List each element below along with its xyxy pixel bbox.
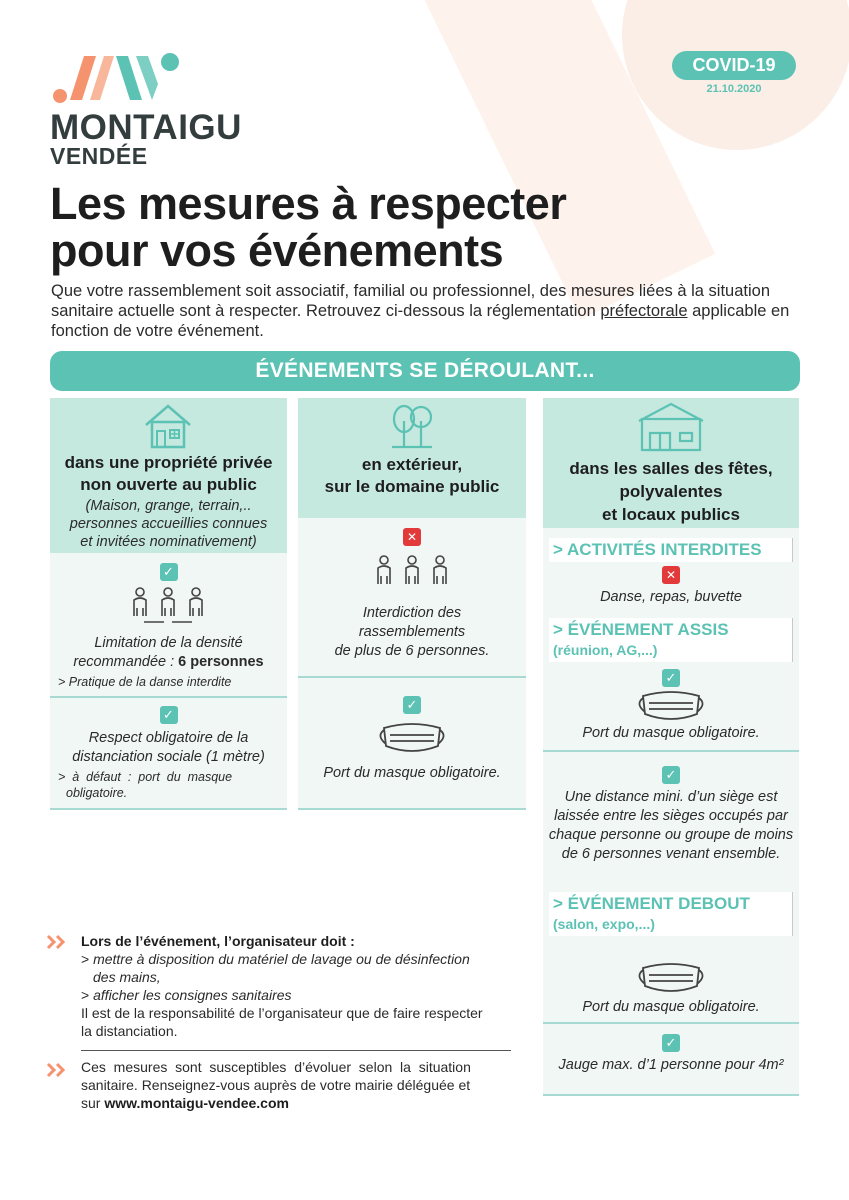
separator: [298, 676, 526, 678]
organizer-bullet-1: > mettre à disposition du matériel de lavage ou de désinfection: [81, 951, 470, 967]
column-2-title-1: en extérieur,: [361, 455, 463, 474]
forbidden-activities-text: Danse, repas, buvette: [600, 589, 742, 605]
logo-mark-icon: [52, 50, 182, 105]
seated-event-sub: (réunion, AG,...): [553, 642, 658, 658]
column-1-title-2: non ouverte au public: [80, 475, 257, 494]
distancing-line-2: distanciation sociale (1 mètre): [72, 749, 265, 765]
chevron-right-icon: [46, 934, 70, 950]
density-line-2: recommandée : 6 personnes: [73, 654, 264, 670]
column-3-header: [543, 398, 799, 528]
seated-mask-text: Port du masque obligatoire.: [582, 725, 760, 741]
evolution-note: [81, 1058, 511, 1112]
column-private-property: [50, 398, 287, 810]
check-icon: ✓: [50, 563, 287, 581]
evolution-line-3: sur www.montaigu-vendee.com: [81, 1095, 289, 1111]
organizer-responsibility-1: Il est de la responsabilité de l’organisateur que de faire respecter: [81, 1005, 483, 1021]
column-1-subtitle-1: (Maison, grange, terrain,..: [85, 498, 252, 514]
intro-paragraph: [51, 281, 806, 341]
check-icon: ✓: [543, 1034, 799, 1052]
column-1-title-1: dans une propriété privée: [64, 453, 273, 472]
title-line-1: Les mesures à respecter: [50, 178, 567, 229]
logo-subtitle: VENDÉE: [50, 143, 148, 169]
cross-icon: ✕: [298, 528, 526, 546]
dance-note: > Pratique de la danse interdite: [58, 675, 232, 689]
title-line-2: pour vos événements: [50, 225, 504, 276]
check-icon: ✓: [50, 706, 287, 724]
logo-name: MONTAIGU: [50, 108, 242, 147]
hall-icon: [636, 401, 706, 453]
cross-icon: ✕: [543, 566, 799, 584]
house-icon: [143, 403, 193, 449]
badge-date: 21.10.2020: [706, 83, 762, 95]
column-1-subtitle-2: personnes accueillies connues: [69, 516, 268, 532]
separator: [543, 1094, 799, 1096]
density-line-1: Limitation de la densité: [94, 635, 243, 651]
mask-icon: [633, 962, 709, 994]
trees-icon: [388, 403, 436, 449]
evolution-line-2: sanitaire. Renseignez-vous auprès de votre mairie déléguée et: [81, 1077, 471, 1093]
organizer-bullet-2: > afficher les consignes sanitaires: [81, 987, 292, 1003]
separator: [298, 808, 526, 810]
gathering-line-1: Interdiction des: [362, 605, 462, 621]
check-icon: ✓: [298, 696, 526, 714]
separator: [50, 696, 287, 698]
separator: [543, 1022, 799, 1024]
column-2-header: [298, 398, 526, 518]
column-3-title-2: polyvalentes: [619, 482, 723, 501]
distancing-note-1: > à défaut : port du masque: [58, 770, 233, 784]
mask-text: Port du masque obligatoire.: [323, 765, 501, 781]
standing-event-sub: (salon, expo,...): [553, 916, 655, 932]
divider: [81, 1050, 511, 1051]
section-seated-event: [549, 618, 793, 662]
page-title: [50, 180, 750, 274]
capacity-text: Jauge max. d’1 personne pour 4m²: [558, 1057, 784, 1073]
separator: [50, 808, 287, 810]
distancing-note-2: obligatoire.: [66, 786, 128, 800]
separator: [543, 750, 799, 752]
organizer-note: [81, 932, 511, 1040]
people-distance-icon: [128, 586, 208, 626]
column-1-subtitle-3: et invitées nominativement): [80, 534, 257, 550]
seat-distance-line-4: de 6 personnes venant ensemble.: [561, 846, 781, 862]
organizer-bullet-1-cont: des mains,: [93, 969, 161, 985]
seat-distance-line-3: chaque personne ou groupe de moins: [548, 827, 794, 843]
standing-event-label: > ÉVÉNEMENT DEBOUT: [553, 894, 750, 913]
organizer-responsibility-2: la distanciation.: [81, 1023, 178, 1039]
gathering-line-2: rassemblements: [358, 624, 466, 640]
evolution-line-1: Ces mesures sont susceptibles d’évoluer selon la situation: [81, 1059, 471, 1075]
mask-icon: [633, 690, 709, 722]
gathering-line-3: de plus de 6 personnes.: [334, 643, 490, 659]
section-standing-event: [549, 892, 793, 936]
standing-mask-text: Port du masque obligatoire.: [582, 999, 760, 1015]
check-icon: ✓: [543, 766, 799, 784]
intro-underlined: préfectorale: [600, 302, 688, 320]
seat-distance-line-2: laissée entre les sièges occupés par: [554, 808, 788, 824]
check-icon: ✓: [543, 669, 799, 687]
people-distance-icon: [372, 554, 452, 594]
intro-part-2: applicable en fonction de votre événement.: [51, 302, 790, 340]
organizer-note-title: Lors de l’événement, l’organisateur doit :: [81, 933, 355, 949]
column-public-halls: [543, 398, 799, 1096]
website-link[interactable]: www.montaigu-vendee.com: [104, 1095, 289, 1111]
mask-icon: [374, 722, 450, 754]
covid-badge: COVID-19: [672, 51, 796, 80]
section-forbidden-activities: > ACTIVITÉS INTERDITES: [549, 538, 793, 562]
column-3-title-3: et locaux publics: [602, 505, 740, 524]
column-2-title-2: sur le domaine public: [324, 477, 500, 496]
column-3-title-1: dans les salles des fêtes,: [569, 459, 773, 478]
distancing-line-1: Respect obligatoire de la: [88, 730, 249, 746]
column-1-header: [50, 398, 287, 553]
seated-event-label: > ÉVÉNEMENT ASSIS: [553, 620, 729, 639]
events-banner: ÉVÉNEMENTS SE DÉROULANT...: [50, 351, 800, 391]
chevron-right-icon: [46, 1062, 70, 1078]
column-outdoor: [298, 398, 526, 810]
intro-part-1: Que votre rassemblement soit associatif, familial ou professionnel, des mesures liées à la situation sanitaire actuelle sont à respecter. Retrouvez ci-dessous la réglementation: [51, 282, 771, 320]
seat-distance-line-1: Une distance mini. d’un siège est: [564, 789, 778, 805]
